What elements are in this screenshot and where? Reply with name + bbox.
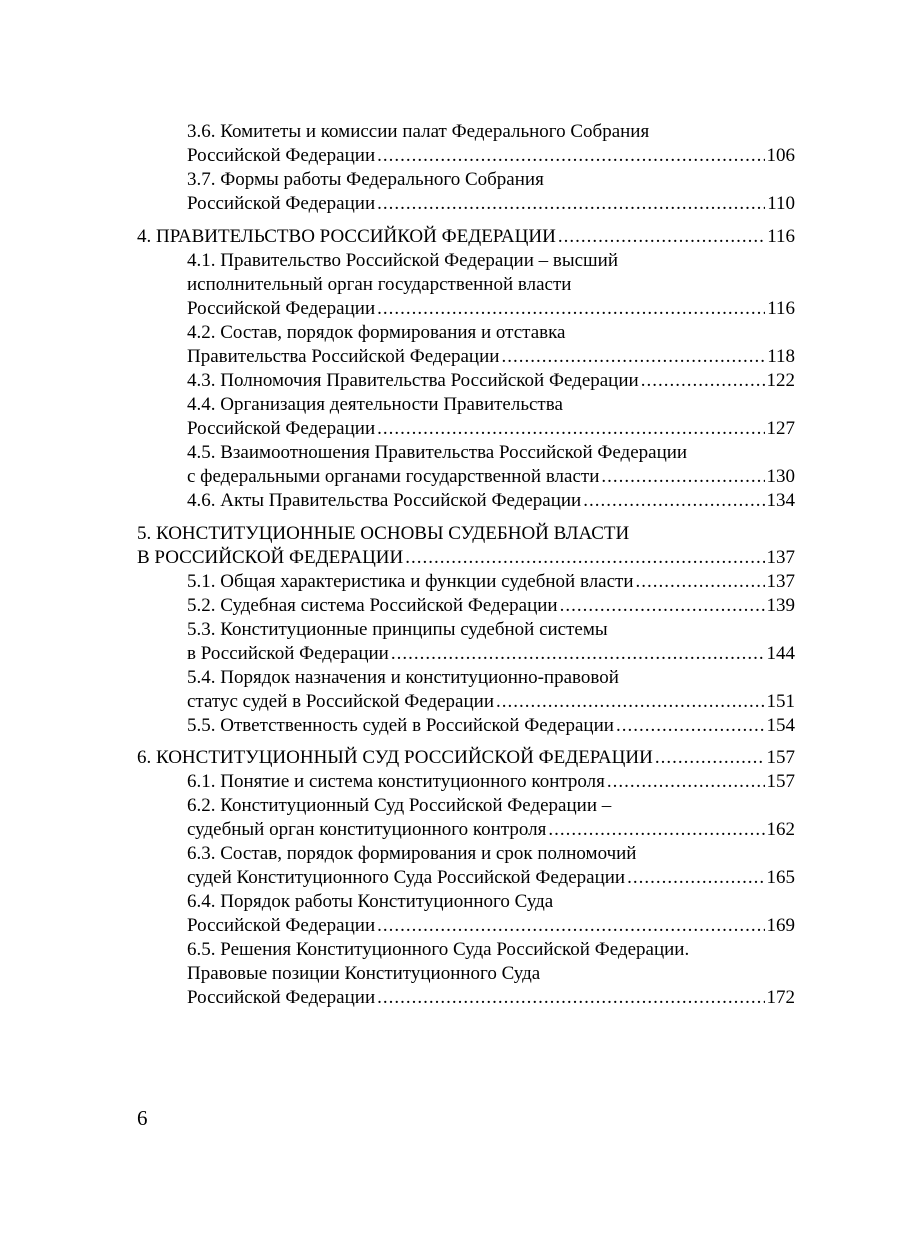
- toc-chapter-line: [137, 546, 795, 570]
- toc-page-number: 169: [766, 915, 795, 936]
- toc-page-number: 110: [767, 193, 795, 214]
- toc-entry-text: Российской Федерации: [187, 987, 376, 1008]
- toc-chapter-text: 4. ПРАВИТЕЛЬСТВО РОССИЙКОЙ ФЕДЕРАЦИИ: [137, 226, 556, 247]
- toc-entry-text: 5.5. Ответственность судей в Российской Федерации: [187, 715, 614, 736]
- toc-entry-text: Правительства Российской Федерации: [187, 346, 500, 367]
- toc-line: [187, 962, 540, 986]
- toc-page-number: 165: [766, 867, 795, 888]
- toc-page-number: 151: [766, 691, 795, 712]
- toc-line: [187, 570, 795, 594]
- toc-line: [187, 465, 795, 489]
- toc-line: [187, 666, 619, 690]
- toc-page-number: 139: [766, 595, 795, 616]
- toc-page-number: 116: [767, 226, 795, 247]
- toc-page-number: 127: [766, 418, 795, 439]
- toc-page-number: 134: [766, 490, 795, 511]
- dot-leader: [548, 818, 764, 842]
- toc-entry-text: 6.2. Конституционный Суд Российской Федерации –: [187, 795, 612, 816]
- toc-entry-text: 5.1. Общая характеристика и функции судебной власти: [187, 571, 634, 592]
- toc-line: [187, 818, 795, 842]
- toc-page-number: 106: [766, 145, 795, 166]
- toc-entry-text: 6.3. Состав, порядок формирования и срок полномочий: [187, 843, 637, 864]
- toc-entry-text: статус судей в Российской Федерации: [187, 691, 494, 712]
- toc-page-number: 118: [767, 346, 795, 367]
- toc-chapter-line: [137, 746, 795, 770]
- dot-leader: [558, 225, 765, 249]
- toc-chapter-line: [137, 225, 795, 249]
- toc-entry-text: 4.3. Полномочия Правительства Российской Федерации: [187, 370, 639, 391]
- toc-line: [187, 417, 795, 441]
- toc-line: [187, 489, 795, 513]
- dot-leader: [636, 570, 765, 594]
- toc-entry-text: 4.5. Взаимоотношения Правительства Российской Федерации: [187, 442, 688, 463]
- toc-page-number: 122: [766, 370, 795, 391]
- toc-line: [187, 938, 689, 962]
- toc-page-number: 144: [766, 643, 795, 664]
- toc-page-number: 137: [766, 547, 795, 568]
- toc-line: [187, 441, 687, 465]
- toc-chapter-text: 6. КОНСТИТУЦИОННЫЙ СУД РОССИЙСКОЙ ФЕДЕРАЦИИ: [137, 747, 653, 768]
- toc-entry-text: с федеральными органами государственной власти: [187, 466, 600, 487]
- toc-entry-text: Российской Федерации: [187, 193, 376, 214]
- toc-entry-text: 6.4. Порядок работы Конституционного Суда: [187, 891, 554, 912]
- toc-chapter-text: 5. КОНСТИТУЦИОННЫЕ ОСНОВЫ СУДЕБНОЙ ВЛАСТИ: [137, 523, 630, 544]
- dot-leader: [377, 297, 765, 321]
- toc-entry-text: Российской Федерации: [187, 418, 376, 439]
- toc-line: [187, 249, 618, 273]
- toc-line: [187, 345, 795, 369]
- toc-entry-text: 4.4. Организация деятельности Правительства: [187, 394, 563, 415]
- toc-line: [187, 120, 649, 144]
- toc-entry-text: 6.5. Решения Конституционного Суда Российской Федерации.: [187, 939, 690, 960]
- toc-line: [187, 369, 795, 393]
- toc-page-number: 137: [766, 571, 795, 592]
- toc-page-number: 157: [766, 747, 795, 768]
- toc-line: [187, 642, 795, 666]
- toc-line: [187, 690, 795, 714]
- dot-leader: [405, 546, 764, 570]
- toc-chapter-text: В РОССИЙСКОЙ ФЕДЕРАЦИИ: [137, 547, 404, 568]
- dot-leader: [377, 417, 764, 441]
- toc-line: [187, 144, 795, 168]
- toc-line: [187, 594, 795, 618]
- dot-leader: [377, 986, 764, 1010]
- toc-page-number: 162: [766, 819, 795, 840]
- toc-entry-text: 5.2. Судебная система Российской Федерации: [187, 595, 558, 616]
- toc-entry-text: в Российской Федерации: [187, 643, 389, 664]
- toc-line: [187, 794, 611, 818]
- dot-leader: [627, 866, 764, 890]
- toc-entry-text: 4.6. Акты Правительства Российской Федерации: [187, 490, 582, 511]
- toc-line: [187, 321, 565, 345]
- toc-line: [187, 393, 563, 417]
- toc-line: [187, 297, 795, 321]
- toc-line: [187, 866, 795, 890]
- toc-page-number: 157: [766, 771, 795, 792]
- toc-entry-text: Российской Федерации: [187, 298, 376, 319]
- toc-chapter-line: [137, 522, 629, 546]
- dot-leader: [641, 369, 765, 393]
- dot-leader: [496, 690, 765, 714]
- dot-leader: [560, 594, 765, 618]
- toc-line: [187, 714, 795, 738]
- dot-leader: [655, 746, 765, 770]
- dot-leader: [377, 914, 764, 938]
- toc-line: [187, 842, 636, 866]
- dot-leader: [601, 465, 764, 489]
- toc-entry-text: 6.1. Понятие и система конституционного контроля: [187, 771, 605, 792]
- toc-entry-text: судей Конституционного Суда Российской Федерации: [187, 867, 626, 888]
- toc-line: [187, 168, 544, 192]
- toc-line: [187, 770, 795, 794]
- dot-leader: [377, 192, 765, 216]
- toc-entry-text: исполнительный орган государственной власти: [187, 274, 572, 295]
- toc-entry-text: 4.2. Состав, порядок формирования и отставка: [187, 322, 566, 343]
- toc-entry-text: 5.3. Конституционные принципы судебной системы: [187, 619, 608, 640]
- toc-line: [187, 273, 571, 297]
- toc-line: [187, 890, 553, 914]
- toc-entry-text: Российской Федерации: [187, 915, 376, 936]
- dot-leader: [377, 144, 764, 168]
- toc-line: [187, 192, 795, 216]
- toc-page-number: 116: [767, 298, 795, 319]
- page-number: 6: [137, 1106, 148, 1130]
- dot-leader: [583, 489, 764, 513]
- toc-page-number: 130: [766, 466, 795, 487]
- dot-leader: [501, 345, 765, 369]
- toc-entry-text: судебный орган конституционного контроля: [187, 819, 547, 840]
- toc-entry-text: 3.6. Комитеты и комиссии палат Федерального Собрания: [187, 121, 650, 142]
- toc-entry-text: 4.1. Правительство Российской Федерации – высший: [187, 250, 619, 271]
- toc-page-number: 154: [766, 715, 795, 736]
- dot-leader: [607, 770, 765, 794]
- toc-entry-text: 5.4. Порядок назначения и конституционно-правовой: [187, 667, 619, 688]
- toc-page-number: 172: [766, 987, 795, 1008]
- toc-entry-text: Правовые позиции Конституционного Суда: [187, 963, 541, 984]
- dot-leader: [616, 714, 765, 738]
- toc-line: [187, 986, 795, 1010]
- toc-line: [187, 618, 608, 642]
- toc-entry-text: 3.7. Формы работы Федерального Собрания: [187, 169, 544, 190]
- toc-entry-text: Российской Федерации: [187, 145, 376, 166]
- dot-leader: [391, 642, 765, 666]
- toc-line: [187, 914, 795, 938]
